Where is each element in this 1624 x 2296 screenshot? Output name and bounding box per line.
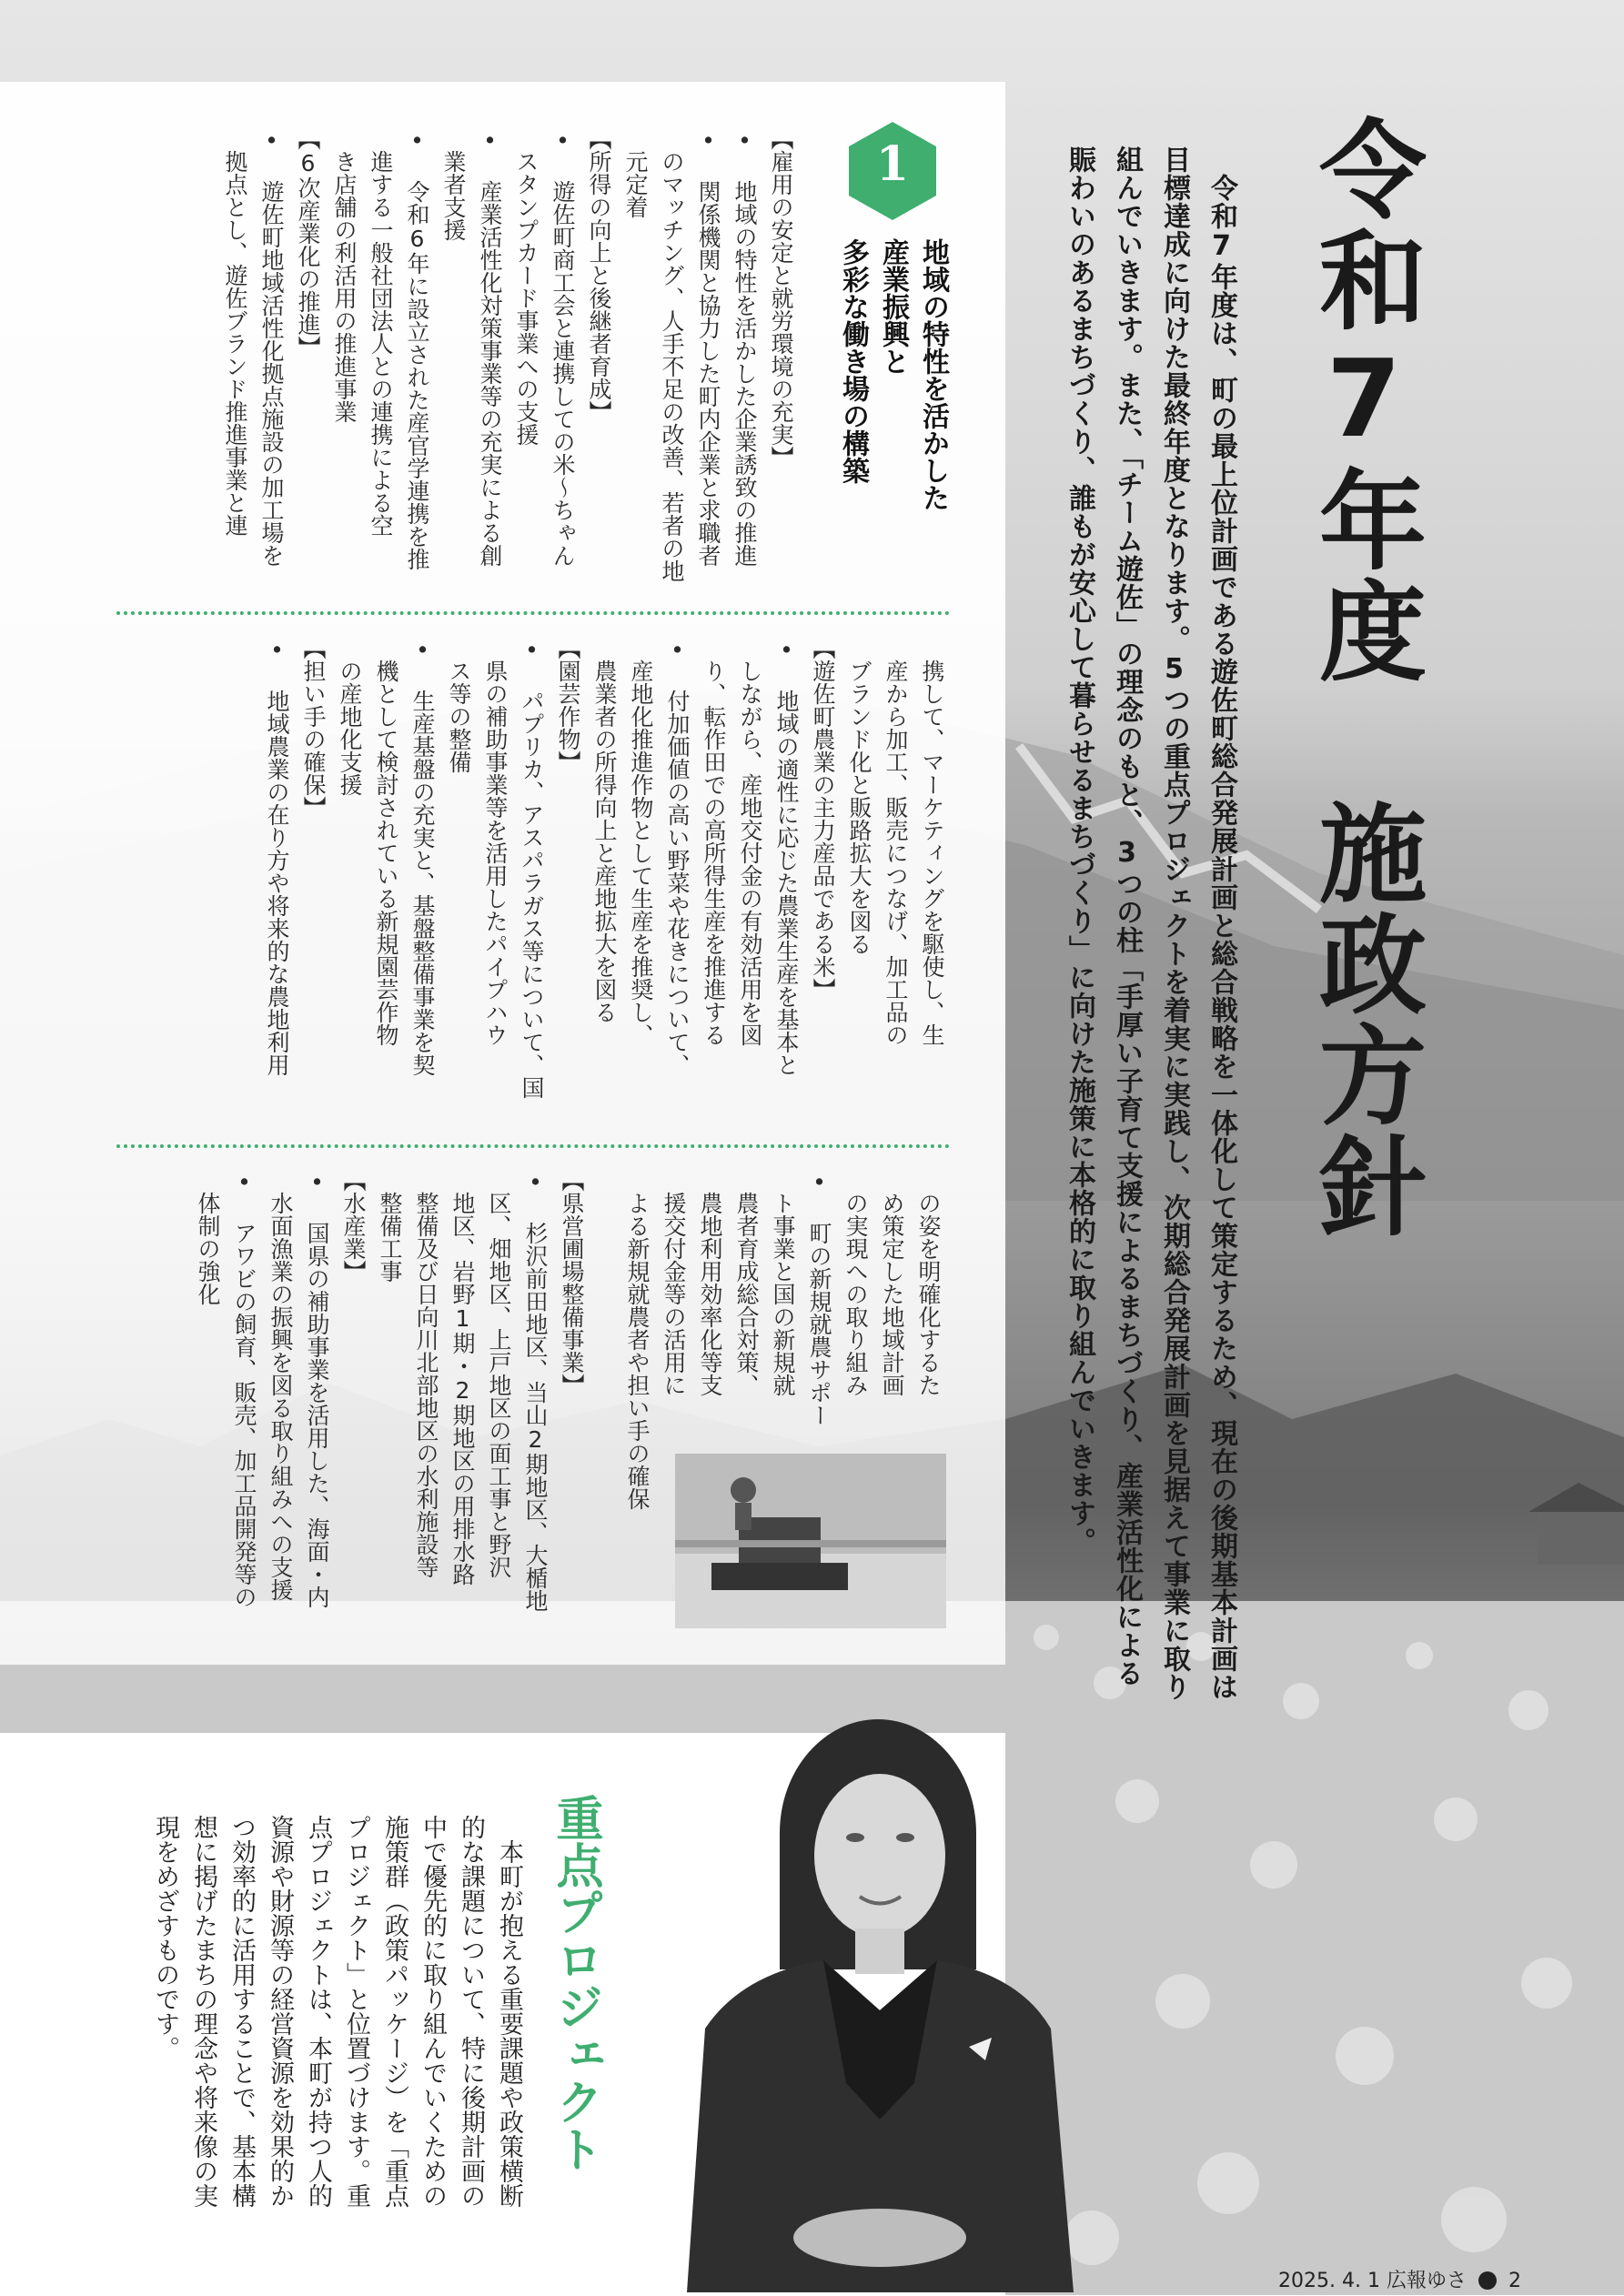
section-block-2: 携して、マーケティングを駆使し、生 産から加工、販売につなげ、加工品の ブランド化と販路拡大を図る 【遊佐町農業の主力産品である米】 • 地域の適性に応じた農業生産を基本と しながら、産地交付金の有効活用を図 り、転作田での高所得生産を推進する • 付加価値の高い野菜や花きについて、 産地化推進作物として生産を推奨し、 農業者の所得向上と産地拡大を図る 【園芸作物】 • パプリカ、アスパラガス等について、国 県の補助事業等を活用したパイプハウ ス等の整備 • 生産基盤の充実と、基盤整備事業を契 機として検討されている新規園芸作物 の産地化支援 【担い手の確保】 • 地域農業の在り方や将来的な農地利用 — [264, 637, 945, 1099]
page-number: 2 — [1508, 2270, 1521, 2292]
section-block-1: 【雇用の安定と就労環境の充実】 • 地域の特性を活かした企業誘致の推進 • 関係機関と協力した町内企業と求職者 のマッチング、人手不足の改善、若者の地 元定着 【所得の向上と後継者育成】 • 遊佐町商工会と連携しての米～ちゃん スタンプカード事業への支援 • 産業活性化対策事業等の充実による創 業者支援 • 令和6年に設立された産官学連携を推 進する一般社団法人との連携による空 き店舗の利活用の推進事業 【6次産業化の推進】 • 遊佐町地域活性化拠点施設の加工場を 拠点とし、遊佐ブランド推進事業と連 — [222, 127, 794, 582]
section-number-badge — [842, 120, 943, 222]
section-block-3b: 【県営圃場整備事業】 • 杉沢前田地区、当山2期地区、大楯地 区、畑地区、上戸地区の面工事と野沢 地区、岩野1期・2期地区の用排水路 整備及び日向川北部地区の水利施設等 整備工事 【水産業】 • 国県の補助事業を活用した、海面・内 水面漁業の振興を図る取り組みへの支援 • アワビの飼育、販売、加工品開発等の 体制の強化 — [195, 1169, 585, 1612]
page-footer — [1278, 2265, 1521, 2293]
bullet-icon — [1478, 2271, 1497, 2290]
publication-name: 広報ゆさ — [1386, 2270, 1467, 2292]
dotted-divider — [116, 1144, 950, 1148]
project-title: 重点プロジェクト — [548, 1794, 602, 2172]
intro-text: 令和7年度は、町の最上位計画である遊佐町総合発展計画と総合戦略を一体化して策定するため、現在の後期基本計画は 目標達成に向けた最終年度となります。5つの重点プロジェクトを着実に実践し、次期総合発展計画を見据えて事業に取り 組んでいきます。また、「チーム遊佐」の理念のもと、3つの柱「手厚い子育て支援によるまちづくり、産業活性化による 賑わいのあるまちづくり、誰もが安心して暮らせるまちづくり」に向けた施策に本格的に取り組んでいきます。 — [1064, 146, 1237, 1701]
section-number: 1 — [875, 136, 910, 192]
section-block-3a: の姿を明確化するた め策定した地域計画 の実現への取り組み • 町の新規就農サポー ト事業と国の新規就 農者育成総合対策、 農地利用効率化等支 援交付金等の活用に よる新規就農者や担い手の確保 — [624, 1169, 942, 1510]
page-title: 令和7年度 施政方針 — [1301, 114, 1427, 1242]
issue-date: 2025. 4. 1 — [1278, 2270, 1380, 2292]
section-title: 地域の特性を活かした 産業振興と 多彩な働き場の構築 — [837, 238, 949, 511]
mayor-portrait-photo — [669, 1701, 1087, 2292]
dotted-divider — [116, 611, 950, 615]
harvest-photo — [675, 1454, 946, 1628]
project-body: 本町が抱える重要課題や政策横断 的な課題について、特に後期計画の 中で優先的に取り組んでいくための 施策群（政策パッケージ）を「重点 プロジェクト」と位置づけます。重 点プロジェクトは、本町が持つ人的 資源や財源等の経営資源を効果的か つ効率的に活用することで、基本構 想に掲げたまちの理念や将来像の実 現をめざすものです。 — [151, 1815, 523, 2208]
